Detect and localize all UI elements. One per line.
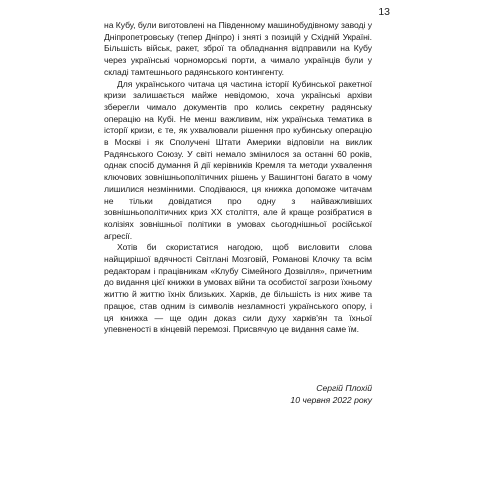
body-text xyxy=(104,20,372,336)
signature-block xyxy=(290,383,372,406)
page-number: 13 xyxy=(378,6,390,18)
paragraph-3: Хотів би скористатися нагодою, щоб висловити слова найщирішої вдячності Світлані Мозговій, Романові Клочку та всім редакторам і працівникам «Клубу Сімейного Дозвілля», причетним до видання цієї книжки в умовах війни та особистої загрози їхньому життю й життю їхніх близьких. Харків, де більшість із них живе та працює, став одним із символів незламності українського опору, і ця книжка — ще один доказ сили духу харків'ян та їхньої упевненості в кінцевій перемозі. Присвячую це видання саме їм. xyxy=(104,242,372,335)
paragraph-2: Для українського читача ця частина історії Кубинської ракетної кризи залишається майже невідомою, хоча українські архіви зберегли чимало документів про колись секретну радянську операцію на Кубі. Не менш важливим, ніж українська тематика в історії кризи, є те, як ухвалювали рішення про кубинську операцію в Москві і як Сполучені Штати Америки відповіли на виклик Радянського Союзу. У світі немало змінилося за останні 60 років, однак спосіб думання й дії керівників Кремля та методи ухвалення ключових зовнішньополітичних рішень у Вашингтоні багато в чому лишилися незмінними. Сподіваюся, ця книжка допоможе читачам не тільки довідатися про одну з найважливіших зовнішньополітичних криз XX століття, але й краще розібратися в колізіях зовнішньої політики в умовах сьогоднішньої російської агресії. xyxy=(104,78,372,241)
signature-date: 10 червня 2022 року xyxy=(290,394,372,405)
paragraph-1: на Кубу, були виготовлені на Південному машинобудівному заводі у Дніпропетровську (тепер Дніпро) і зняті з позицій у Східній Україні. Більшість військ, ракет, зброї та обладнання відправили на Кубу через українські чорноморські порти, а чимало українців були у складі тамтешнього радянського контингенту. xyxy=(104,20,372,77)
signature-author: Сергій Плохій xyxy=(316,383,372,393)
